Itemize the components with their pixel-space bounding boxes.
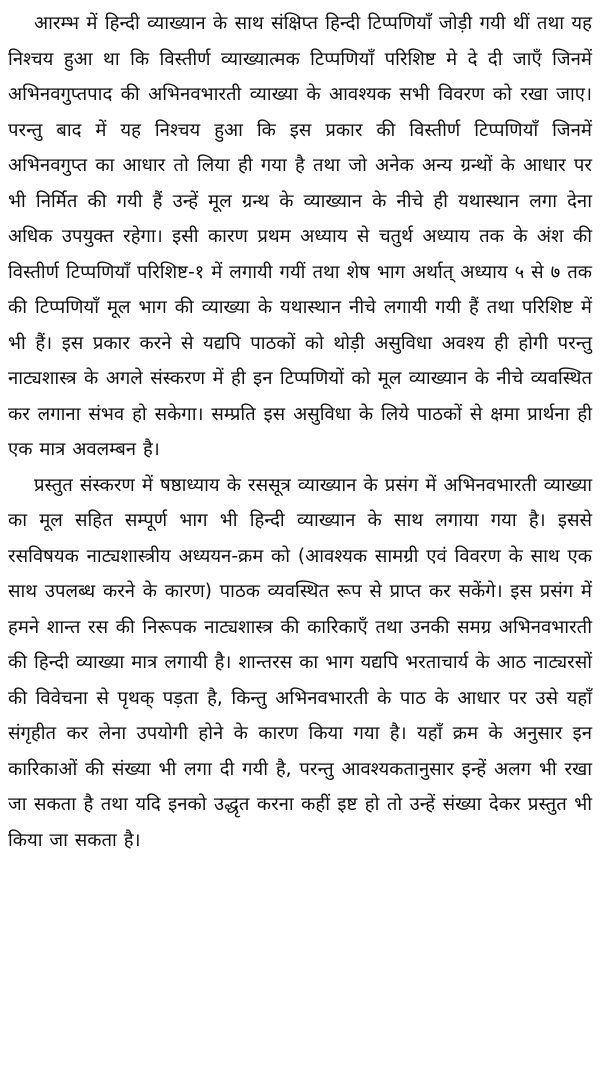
paragraph-present-edition: प्रस्तुत संस्करण में षष्ठाध्याय के रससूत्र व्याख्यान के प्रसंग में अभिनवभारती व्याख्या का मूल सहित सम्पूर्ण भाग भी हिन्दी व्याख्यान के साथ लगाया गया है। इससे रसविषयक नाट्यशास्त्रीय अध्ययन-क्रम को (आवश्यक सामग्री एवं विवरण के साथ एक साथ उपलब्ध करने के कारण) पाठक व्यवस्थित रूप से प्राप्त कर सकेंगे। इस प्रसंग में हमने शान्त रस की निरूपक नाट्यशास्त्र की कारिकाएँ तथा उनकी समग्र अभिनवभारती की हिन्दी व्याख्या मात्र लगायी है। शान्तरस का भाग यद्यपि भरताचार्य के आठ नाट्यरसों की विवेचना से पृथक् पड़ता है, किन्तु अभिनवभारती के पाठ के आधार पर उसे यहाँ संगृहीत कर लेना उपयोगी होने के कारण किया गया है। यहाँ क्रम के अनुसार इन कारिकाओं की संख्या भी लगा दी गयी है, परन्तु आवश्यकतानुसार इन्हें अलग भी रखा जा सकता है तथा यदि इनको उद्धृत करना कहीं इष्ट हो तो उन्हें संख्या देकर प्रस्तुत भी किया जा सकता है। xyxy=(8,474,592,851)
paragraph-commentary-notes: आरम्भ में हिन्दी व्याख्यान के साथ संक्षिप्त हिन्दी टिप्पणियाँ जोड़ी गयी थीं तथा यह निश्चय हुआ था कि विस्तीर्ण व्याख्यात्मक टिप्पणियाँ परिशिष्ट मे दे दी जाएँ जिनमें अभिनवगुप्तपाद की अभिनवभारती व्याख्या के आवश्यक सभी विवरण को रखा जाए। परन्तु बाद में यह निश्चय हुआ कि इस प्रकार की विस्तीर्ण टिप्पणियाँ जिनमें अभिनवगुप्त का आधार तो लिया ही गया है तथा जो अनेक अन्य ग्रन्थों के आधार पर भी निर्मित की गयी हैं उन्हें मूल ग्रन्थ के व्याख्यान के नीचे ही यथास्थान लगा देना अधिक उपयुक्त रहेगा। इसी कारण प्रथम अध्याय से चतुर्थ अध्याय तक के अंश की विस्तीर्ण टिप्पणियाँ परिशिष्ट-१ में लगायी गयीं तथा शेष भाग अर्थात् अध्याय ५ से ७ तक की टिप्पणियाँ मूल भाग की व्याख्या के यथास्थान नीचे लगायी गयी हैं तथा परिशिष्ट में भी हैं। इस प्रकार करने से यद्यपि पाठकों को थोड़ी असुविधा अवश्य ही होगी परन्तु नाट्यशास्त्र के अगले संस्करण में ही इन टिप्पणियों को मूल व्याख्यान के नीचे व्यवस्थित कर लगाना संभव हो सकेगा। सम्प्रति इस असुविधा के लिये पाठकों से क्षमा प्रार्थना ही एक मात्र अवलम्बन है। xyxy=(8,13,592,460)
